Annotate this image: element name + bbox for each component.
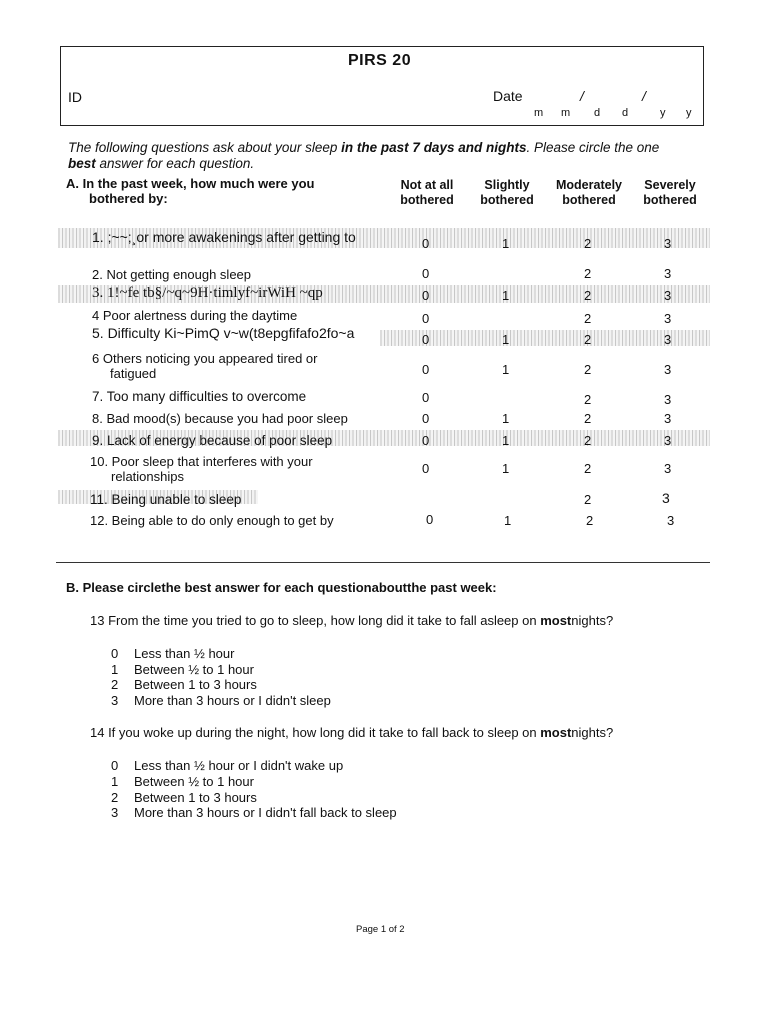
section-b-heading: B. Please circlethe best answer for each questionaboutthe past week:: [66, 580, 497, 595]
intro-part-1: The following questions ask about your sleep: [68, 140, 342, 155]
date-letter-m1: m: [534, 107, 544, 119]
q2-answer-0[interactable]: 0: [422, 266, 430, 281]
col1-line1: Slightly: [484, 178, 530, 192]
q13-option-1-number[interactable]: 1: [111, 662, 119, 677]
q1-answer-2[interactable]: 2: [584, 236, 592, 251]
q5-answer-2[interactable]: 2: [584, 332, 592, 347]
q4-answer-0[interactable]: 0: [422, 311, 430, 326]
q14-bold: most: [540, 725, 572, 740]
intro-bold-1: in the past 7 days and nights: [341, 140, 527, 155]
col3-line1: Severely: [644, 178, 696, 192]
q5-answer-1[interactable]: 1: [502, 332, 510, 347]
q2-answer-2[interactable]: 2: [584, 266, 592, 281]
section-divider: [56, 562, 710, 563]
col2-line1: Moderately: [556, 178, 622, 192]
section-a-line-2: bothered by:: [89, 191, 168, 206]
form-title: PIRS 20: [348, 52, 412, 69]
q11-answer-2[interactable]: 2: [584, 492, 592, 507]
date-letter-y2: y: [686, 107, 692, 119]
q8-answer-3[interactable]: 3: [664, 411, 672, 426]
q10-answer-2[interactable]: 2: [584, 461, 592, 476]
q7-answer-0[interactable]: 0: [422, 390, 430, 405]
question-6: [92, 351, 317, 381]
q13-option-3-text[interactable]: More than 3 hours or I didn't sleep: [134, 693, 331, 708]
q13-bold: most: [540, 613, 572, 628]
col3-line2: bothered: [643, 193, 697, 207]
q4-answer-3[interactable]: 3: [664, 311, 672, 326]
col1-line2: bothered: [480, 193, 534, 207]
column-header-slightly: [472, 178, 542, 208]
q8-answer-0[interactable]: 0: [422, 411, 430, 426]
q9-answer-3[interactable]: 3: [664, 433, 672, 448]
q9-answer-1[interactable]: 1: [502, 433, 510, 448]
date-slash-1: /: [580, 88, 584, 104]
q8-answer-1[interactable]: 1: [502, 411, 510, 426]
question-6-line-1: 6 Others noticing you appeared tired or: [92, 351, 318, 366]
col0-line2: bothered: [400, 193, 454, 207]
q13-option-0-text[interactable]: Less than ½ hour: [134, 646, 235, 661]
q3-answer-2[interactable]: 2: [584, 288, 592, 303]
q10-answer-1[interactable]: 1: [502, 461, 510, 476]
date-letter-d1: d: [594, 107, 601, 119]
question-14: [90, 725, 613, 740]
section-a-heading: [66, 176, 315, 206]
q13-option-1-text[interactable]: Between ½ to 1 hour: [134, 662, 254, 677]
q13-text: 13 From the time you tried to go to sleep, how long did it take to fall asleep on: [90, 613, 541, 628]
q13-option-2-text[interactable]: Between 1 to 3 hours: [134, 677, 257, 692]
intro-bold-2: best: [68, 156, 96, 171]
q14-option-2-number[interactable]: 2: [111, 790, 119, 805]
q6-answer-3[interactable]: 3: [664, 362, 672, 377]
question-7: 7. Too many difficulties to overcome: [92, 389, 307, 404]
q13-option-0-number[interactable]: 0: [111, 646, 119, 661]
q5-answer-0[interactable]: 0: [422, 332, 430, 347]
q7-answer-3[interactable]: 3: [664, 392, 672, 407]
q6-answer-2[interactable]: 2: [584, 362, 592, 377]
question-9: 9. Lack of energy because of poor sleep: [92, 433, 333, 448]
q8-answer-2[interactable]: 2: [584, 411, 592, 426]
question-4: 4 Poor alertness during the daytime: [92, 308, 298, 323]
q12-answer-0[interactable]: 0: [426, 512, 434, 527]
q9-answer-0[interactable]: 0: [422, 433, 430, 448]
q14-text: 14 If you woke up during the night, how long did it take to fall back to sleep on: [90, 725, 541, 740]
q14-post: nights?: [571, 725, 614, 740]
q1-answer-1[interactable]: 1: [502, 236, 510, 251]
q12-answer-2[interactable]: 2: [586, 513, 594, 528]
question-10-line-1: 10. Poor sleep that interferes with your: [90, 454, 313, 469]
question-5: 5. Difficulty Ki~PimQ v~w(t8epgfifafo2fo~a: [92, 325, 355, 341]
column-header-not-at-all: [392, 178, 462, 208]
column-header-severely: [634, 178, 706, 208]
q7-answer-2[interactable]: 2: [584, 392, 592, 407]
q11-answer-3[interactable]: 3: [662, 490, 670, 506]
q13-post: nights?: [571, 613, 614, 628]
page-number: Page 1 of 2: [356, 924, 405, 935]
question-8: 8. Bad mood(s) because you had poor sleep: [92, 411, 348, 426]
question-1: 1. ;~~;¸or more awakenings after getting to: [92, 229, 356, 245]
q14-option-0-text[interactable]: Less than ½ hour or I didn't wake up: [134, 758, 344, 773]
q12-answer-1[interactable]: 1: [504, 513, 512, 528]
q13-option-2-number[interactable]: 2: [111, 677, 119, 692]
date-slash-2: /: [642, 88, 646, 104]
col0-line1: Not at all: [400, 178, 454, 192]
q9-answer-2[interactable]: 2: [584, 433, 592, 448]
intro-text: [68, 140, 708, 172]
q3-answer-1[interactable]: 1: [502, 288, 510, 303]
question-10-line-2: relationships: [111, 469, 184, 484]
q13-option-3-number[interactable]: 3: [111, 693, 119, 708]
column-header-moderately: [548, 178, 630, 208]
date-letter-y1: y: [660, 107, 666, 119]
question-2: 2. Not getting enough sleep: [92, 267, 252, 282]
q4-answer-2[interactable]: 2: [584, 311, 592, 326]
q6-answer-0[interactable]: 0: [422, 362, 430, 377]
q3-answer-0[interactable]: 0: [422, 288, 430, 303]
question-13: [90, 613, 613, 628]
q2-answer-3[interactable]: 3: [664, 266, 672, 281]
intro-part-3: answer for each question.: [95, 156, 255, 171]
q14-option-3-number[interactable]: 3: [111, 805, 119, 820]
id-label: ID: [68, 89, 82, 105]
q10-answer-0[interactable]: 0: [422, 461, 430, 476]
q14-option-1-text[interactable]: Between ½ to 1 hour: [134, 774, 254, 789]
question-10: [90, 454, 313, 484]
intro-part-2: . Please circle the one: [526, 140, 660, 155]
question-6-line-2: fatigued: [110, 366, 157, 381]
question-3: 3. 1!~fe tb§/~q~9H·timlyf~irWiH ~qp: [92, 285, 323, 301]
date-letter-m2: m: [561, 107, 571, 119]
scan-smudge: [380, 330, 710, 346]
q1-answer-0[interactable]: 0: [422, 236, 430, 251]
q14-option-1-number[interactable]: 1: [111, 774, 119, 789]
col2-line2: bothered: [562, 193, 616, 207]
q14-option-2-text[interactable]: Between 1 to 3 hours: [134, 790, 257, 805]
q14-option-3-text[interactable]: More than 3 hours or I didn't fall back to sleep: [134, 805, 397, 820]
section-a-line-1: A. In the past week, how much were you: [66, 176, 315, 191]
q3-answer-3[interactable]: 3: [664, 288, 672, 303]
q14-option-0-number[interactable]: 0: [111, 758, 119, 773]
date-label: Date: [493, 88, 523, 104]
q10-answer-3[interactable]: 3: [664, 461, 672, 476]
question-11: 11. Being unable to sleep: [90, 492, 242, 507]
q6-answer-1[interactable]: 1: [502, 362, 510, 377]
q1-answer-3[interactable]: 3: [664, 236, 672, 251]
date-letter-d2: d: [622, 107, 629, 119]
question-12: 12. Being able to do only enough to get by: [90, 513, 334, 528]
q5-answer-3[interactable]: 3: [664, 332, 672, 347]
q12-answer-3[interactable]: 3: [667, 513, 675, 528]
